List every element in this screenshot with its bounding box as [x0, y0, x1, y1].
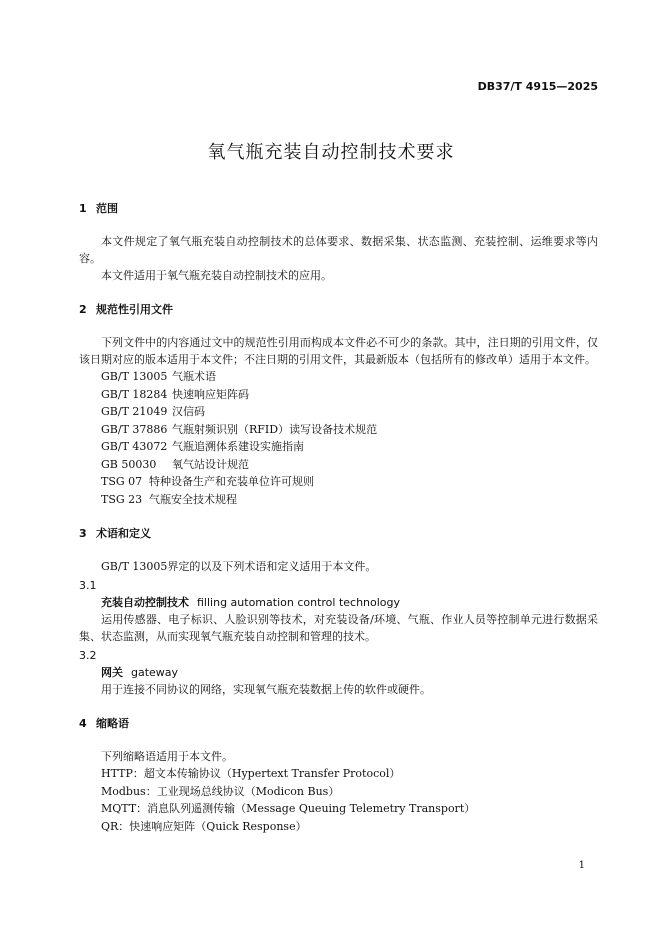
reference-item: [79, 456, 598, 474]
reference-name: 快速响应矩阵码: [172, 387, 249, 401]
term-name-en: gateway: [131, 666, 179, 679]
term-name-en: filling automation control technology: [197, 596, 401, 609]
term-definition: 运用传感器、电子标识、人脸识别等技术，对充装设备/环境、气瓶、作业人员等控制单元进行数据采集、状态监测，从而实现氧气瓶充装自动控制和管理的技术。: [79, 613, 598, 643]
reference-name: 氧气站设计规范: [172, 457, 249, 471]
reference-code: GB/T 18284: [101, 387, 168, 401]
reference-name: 气瓶追溯体系建设实施指南: [172, 440, 304, 453]
term-definition: 用于连接不同协议的网络，实现氧气瓶充装数据上传的软件或硬件。: [101, 683, 431, 696]
scope-paragraph-2: 本文件适用于氧气瓶充装自动控制技术的应用。: [101, 269, 332, 282]
reference-item: [79, 421, 598, 439]
abbreviation-item: HTTP：超文本传输协议（Hypertext Transfer Protocol）: [101, 767, 401, 780]
reference-item: [79, 386, 598, 404]
reference-code: GB 50030: [101, 457, 157, 471]
term-name-cn: 网关: [101, 666, 123, 679]
section-title: 术语和定义: [96, 527, 151, 540]
reference-name: 汉信码: [172, 405, 205, 418]
scope-paragraph-1: 本文件规定了氧气瓶充装自动控制技术的总体要求、数据采集、状态监测、充装控制、运维要求等内容。: [79, 235, 598, 265]
reference-code: GB/T 13005: [101, 370, 168, 383]
section-heading-abbreviations: [79, 714, 598, 734]
reference-item: [79, 438, 598, 456]
term-name: [79, 664, 598, 681]
document-body: [79, 199, 598, 835]
reference-code: TSG 07: [101, 475, 143, 488]
reference-code: TSG 23: [101, 492, 143, 506]
reference-code: GB/T 43072: [101, 440, 168, 453]
reference-item: [79, 403, 598, 421]
abbreviation-item: QR：快速响应矩阵（Quick Response）: [101, 819, 307, 833]
terms-intro: GB/T 13005界定的以及下列术语和定义适用于本文件。: [101, 560, 377, 573]
section-title: 缩略语: [96, 717, 129, 730]
reference-name: 特种设备生产和充装单位许可规则: [149, 475, 314, 488]
section-number: 3: [79, 527, 87, 540]
section-heading-terms-and-definitions: [79, 524, 598, 544]
section-title: 规范性引用文件: [96, 303, 173, 316]
document-title: 氧气瓶充装自动控制技术要求: [207, 142, 455, 163]
term-name: [79, 594, 598, 611]
term-number: 3.1: [79, 579, 97, 592]
standard-code: DB37/T 4915—2025: [477, 80, 598, 93]
term-name-cn: 充装自动控制技术: [101, 596, 189, 609]
reference-item: [79, 368, 598, 386]
reference-item: [79, 473, 598, 491]
section-heading-scope: [79, 199, 598, 219]
section-number: 2: [79, 303, 87, 316]
page-number: 1: [578, 860, 585, 871]
reference-code: GB/T 21049: [101, 405, 168, 418]
term-number: 3.2: [79, 649, 97, 662]
reference-item: [79, 491, 598, 509]
section-heading-normative-references: [79, 300, 598, 320]
section-number: 4: [79, 717, 87, 730]
abbreviation-item: MQTT：消息队列遥测传输（Message Queuing Telemetry Transport）: [101, 802, 476, 815]
section-number: 1: [79, 202, 87, 215]
abbreviations-intro: 下列缩略语适用于本文件。: [101, 750, 233, 763]
reference-code: GB/T 37886: [101, 422, 168, 436]
normative-intro: 下列文件中的内容通过文中的规范性引用而构成本文件必不可少的条款。其中，注日期的引用文件，仅该日期对应的版本适用于本文件；不注日期的引用文件，其最新版本（包括所有的修改单）适用于本文件。: [79, 336, 598, 366]
reference-name: 气瓶术语: [172, 370, 216, 383]
reference-name: 气瓶射频识别（RFID）读写设备技术规范: [172, 422, 378, 436]
section-title: 范围: [96, 202, 118, 215]
reference-name: 气瓶安全技术规程: [149, 492, 237, 506]
abbreviation-item: Modbus：工业现场总线协议（Modicon Bus）: [101, 784, 340, 798]
